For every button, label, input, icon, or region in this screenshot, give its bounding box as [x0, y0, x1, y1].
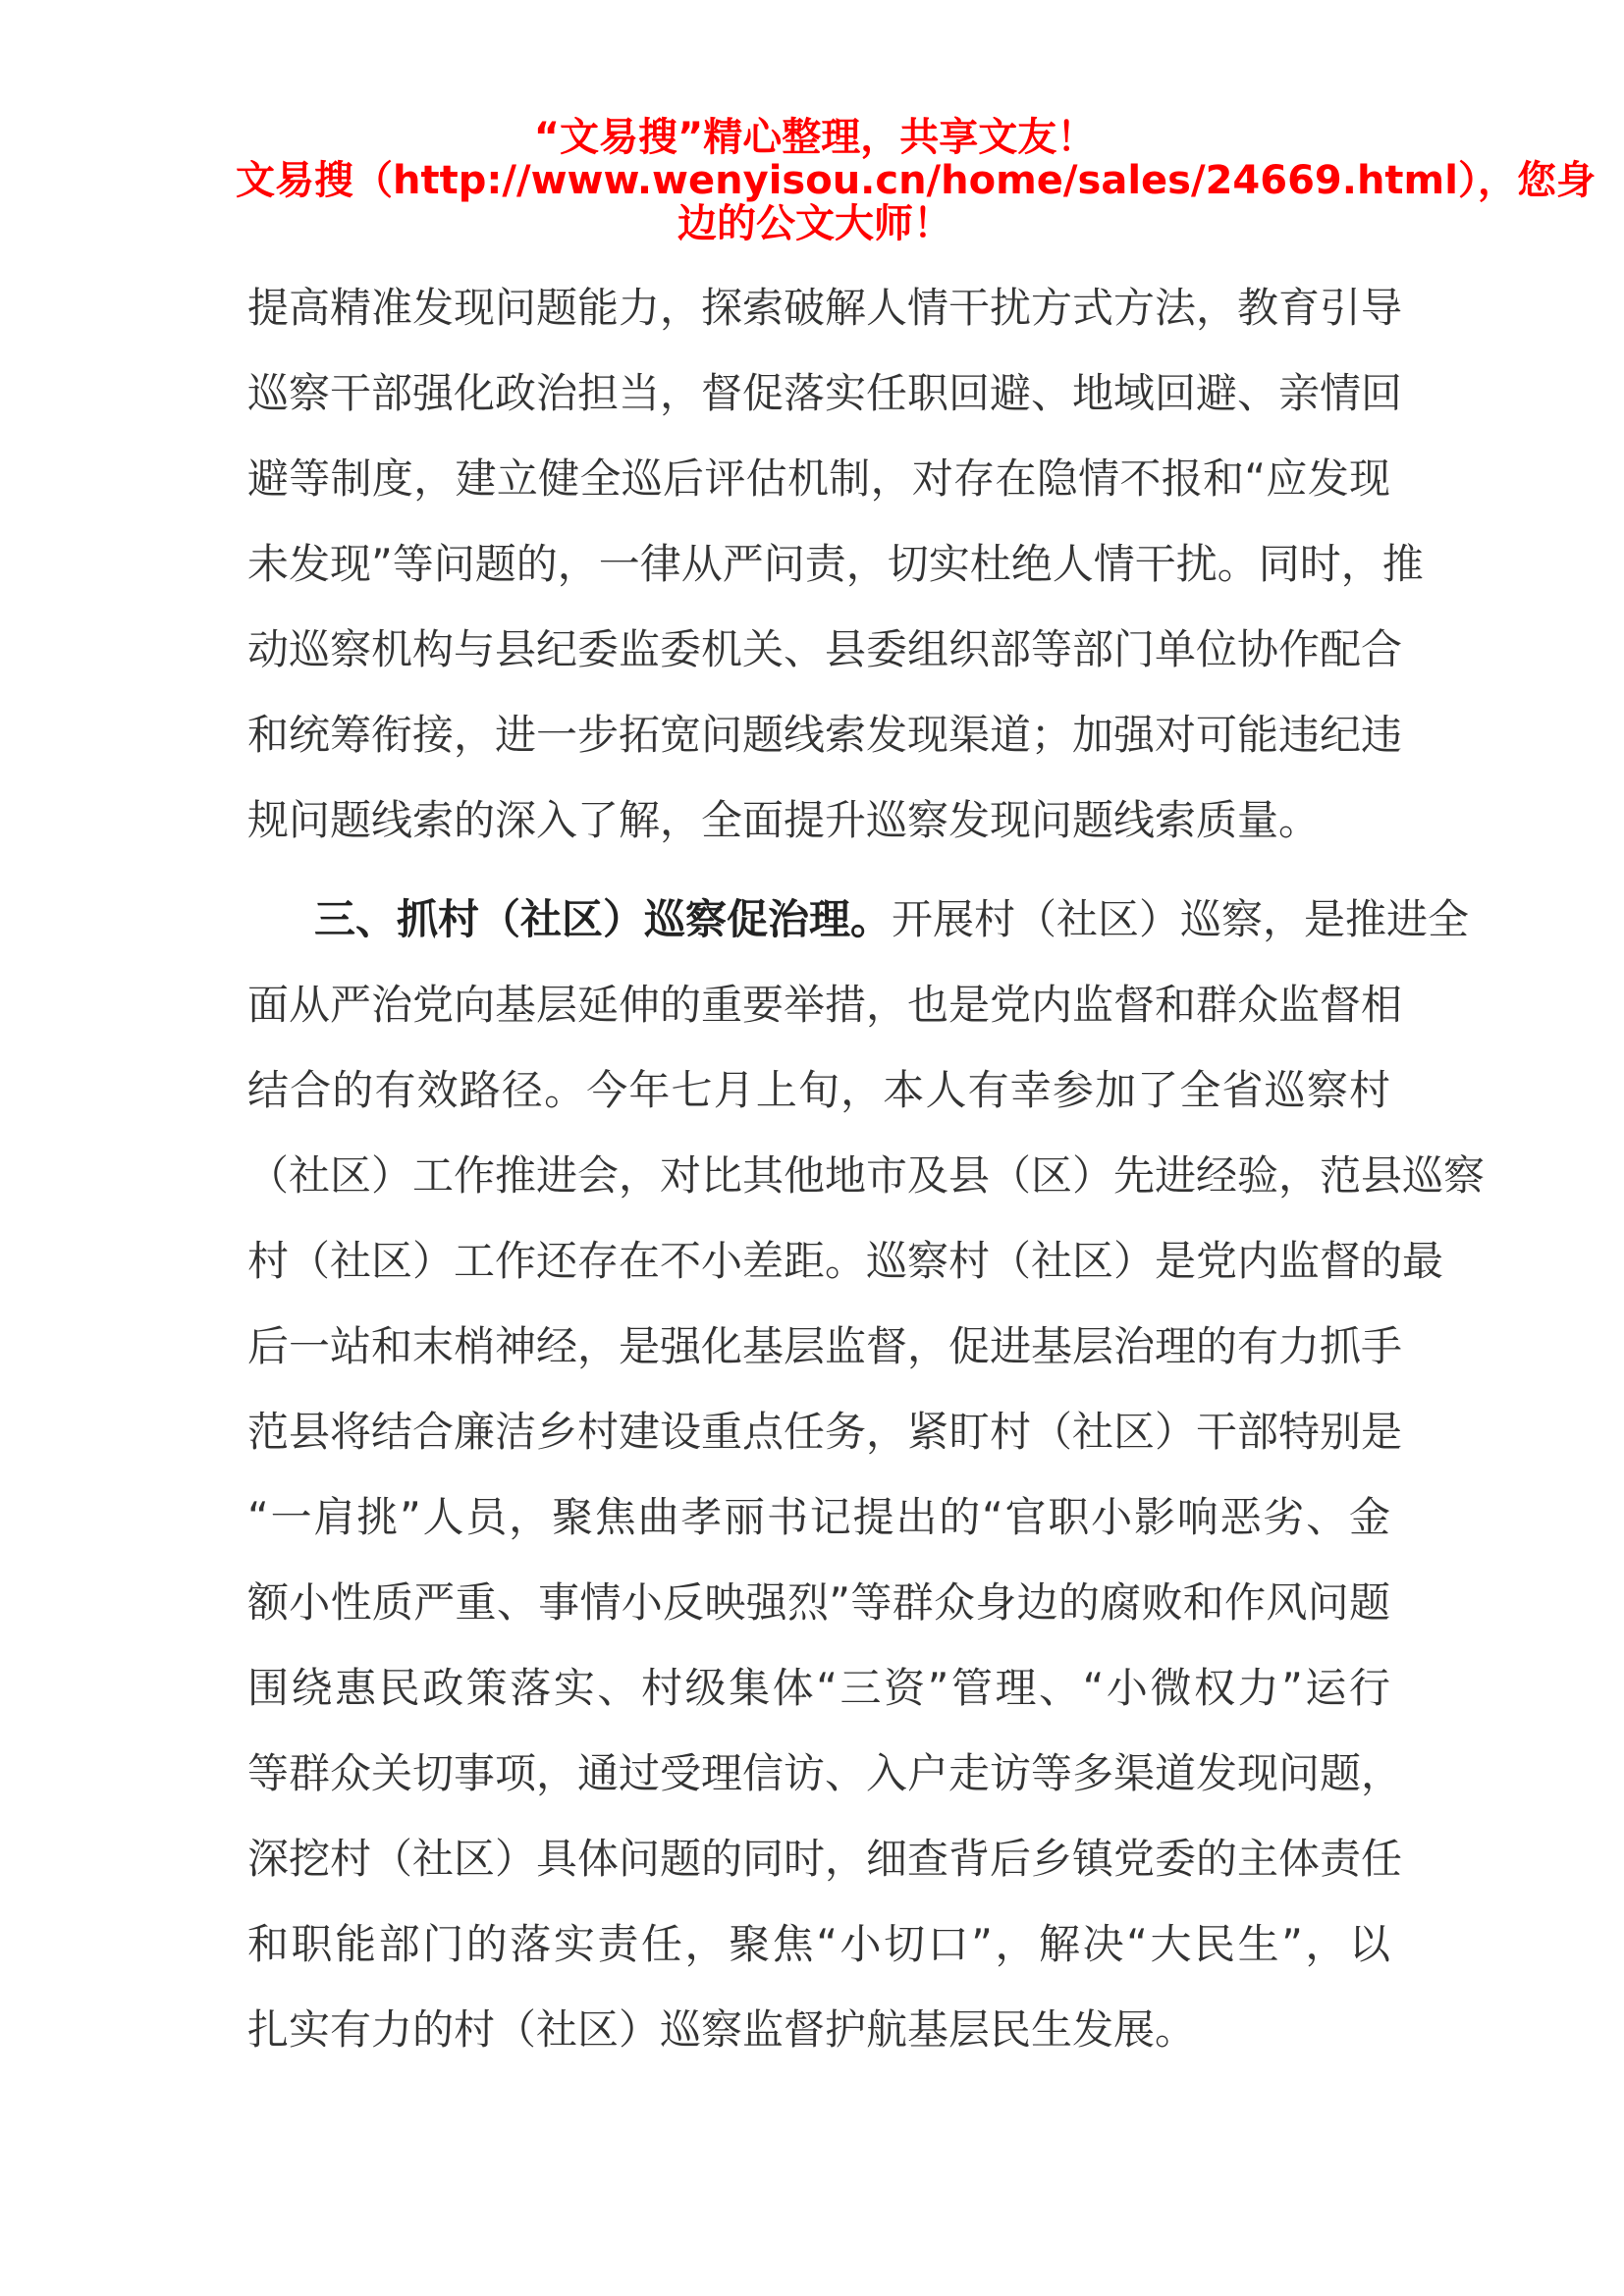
- paragraph-1: [247, 265, 1424, 863]
- text-span: 开展村（社区）巡察，是推进全: [892, 895, 1470, 943]
- text-line: 避等制度，建立健全巡后评估机制，对存在隐情不报和“应发现: [247, 454, 1390, 503]
- text-line: 等群众关切事项，通过受理信访、入户走访等多渠道发现问题，: [247, 1749, 1403, 1797]
- section-heading: 三、抓村（社区）巡察促治理。: [314, 895, 893, 943]
- text-line: 扎实有力的村（社区）巡察监督护航基层民生发展。: [247, 2005, 1197, 2054]
- text-line: 规问题线索的深入了解，全面提升巡察发现问题线索质量。: [247, 796, 1321, 844]
- text-line: 提高精准发现问题能力，探索破解人情干扰方式方法，教育引导: [247, 284, 1403, 332]
- header-line-3: 边的公文大师！: [677, 201, 952, 246]
- text-line: 范县将结合廉洁乡村建设重点任务，紧盯村（社区）干部特别是: [247, 1408, 1403, 1456]
- text-line: 额小性质严重、事情小反映强烈”等群众身边的腐败和作风问题: [247, 1578, 1390, 1627]
- watermark-header: [236, 115, 1596, 246]
- text-line: 村（社区）工作还存在不小差距。巡察村（社区）是党内监督的最: [247, 1237, 1444, 1285]
- text-line: 深挖村（社区）具体问题的同时，细查背后乡镇党委的主体责任: [247, 1835, 1403, 1883]
- text-line: 动巡察机构与县纪委监委机关、县委组织部等部门单位协作配合: [247, 625, 1403, 673]
- text-line-first: [247, 877, 1470, 962]
- text-line: 和统筹衔接，进一步拓宽问题线索发现渠道；加强对可能违纪违: [247, 711, 1403, 759]
- text-line: （社区）工作推进会，对比其他地市及县（区）先进经验，范县巡察: [247, 1151, 1486, 1200]
- header-line-1: “文易搜”精心整理，共享文友！: [533, 115, 1097, 160]
- text-line: 未发现”等问题的，一律从严问责，切实杜绝人情干扰。同时，推: [247, 540, 1424, 588]
- text-line: 后一站和末梢神经，是强化基层监督，促进基层治理的有力抓手: [247, 1322, 1403, 1370]
- paragraph-2: [247, 877, 1486, 2072]
- text-line: 围绕惠民政策落实、村级集体“三资”管理、“小微权力”运行: [247, 1664, 1390, 1712]
- text-line: 和职能部门的落实责任，聚焦“小切口”，解决“大民生”，以: [247, 1920, 1390, 1968]
- text-line: “一肩挑”人员，聚焦曲孝丽书记提出的“官职小影响恶劣、金: [247, 1493, 1390, 1541]
- header-line-2: 文易搜（http://www.wenyisou.cn/home/sales/24669.html），您身: [236, 158, 1596, 203]
- text-line: 结合的有效路径。今年七月上旬，本人有幸参加了全省巡察村: [247, 1066, 1390, 1114]
- text-line: 面从严治党向基层延伸的重要举措，也是党内监督和群众监督相: [247, 981, 1403, 1029]
- text-line: 巡察干部强化政治担当，督促落实任职回避、地域回避、亲情回: [247, 369, 1403, 417]
